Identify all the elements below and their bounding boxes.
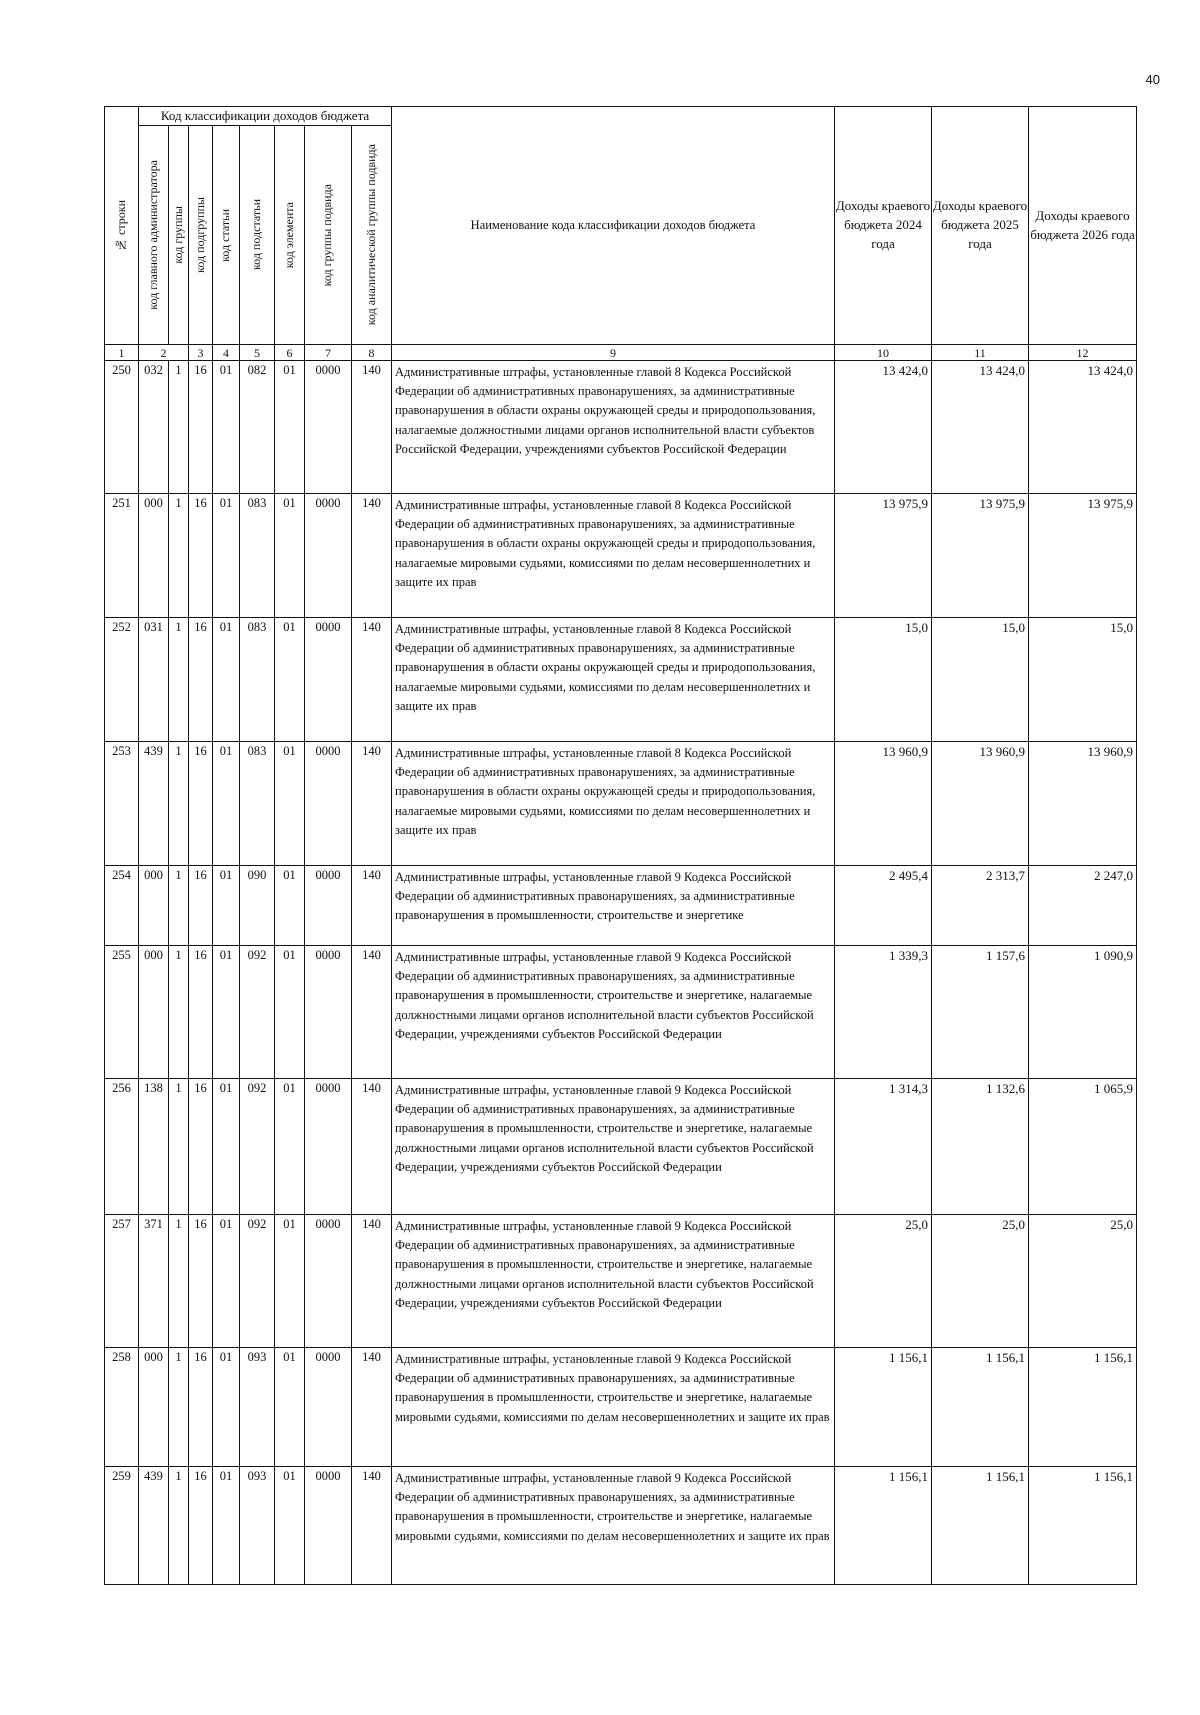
- subtype-group-code-cell: 0000: [305, 494, 352, 618]
- amount-2024-cell: 1 156,1: [835, 1467, 932, 1585]
- subtype-group-code-cell: 0000: [305, 1348, 352, 1467]
- revenue-name-cell: Административные штрафы, установленные главой 8 Кодекса Российской Федерации об административных правонарушениях, за административные правонарушения в области охраны окружающей среды и природопользования, налагаемые мировыми судьями, комиссиями по делам несовершеннолетних и защите их прав: [392, 494, 835, 618]
- group-code-cell: 1: [169, 946, 189, 1079]
- revenue-name-cell: Административные штрафы, установленные главой 8 Кодекса Российской Федерации об административных правонарушениях, за административные правонарушения в области охраны окружающей среды и природопользования, налагаемые мировыми судьями, комиссиями по делам несовершеннолетних и защите их прав: [392, 618, 835, 742]
- group-code-cell: 1: [169, 866, 189, 946]
- column-number: 11: [932, 345, 1029, 361]
- row-number-cell: 254: [105, 866, 139, 946]
- table-row: [105, 494, 1137, 618]
- element-code-cell: 01: [275, 494, 305, 618]
- amount-2026-cell: 1 156,1: [1029, 1467, 1137, 1585]
- subtype-group-code-cell: 0000: [305, 866, 352, 946]
- admin-code-cell: 000: [139, 494, 169, 618]
- subarticle-code-cell: 092: [240, 1215, 275, 1348]
- column-number-row: [105, 345, 1137, 361]
- admin-code-cell: 439: [139, 742, 169, 866]
- subarticle-code-cell: 083: [240, 742, 275, 866]
- subarticle-code-cell: 092: [240, 946, 275, 1079]
- row-number-header: № строки: [105, 107, 139, 345]
- analytic-group-code-cell: 140: [352, 494, 392, 618]
- page-number: 40: [1145, 72, 1160, 87]
- subtype-group-code-cell: 0000: [305, 618, 352, 742]
- revenue-name-cell: Административные штрафы, установленные главой 9 Кодекса Российской Федерации об административных правонарушениях, за административные правонарушения в промышленности, строительстве и энергетике: [392, 866, 835, 946]
- amount-2025-cell: 13 960,9: [932, 742, 1029, 866]
- row-number-cell: 258: [105, 1348, 139, 1467]
- subarticle-code-cell: 093: [240, 1348, 275, 1467]
- amount-2026-cell: 25,0: [1029, 1215, 1137, 1348]
- amount-2024-cell: 13 424,0: [835, 361, 932, 494]
- subtype-group-code-cell: 0000: [305, 1079, 352, 1215]
- element-code-cell: 01: [275, 1467, 305, 1585]
- amount-2026-cell: 13 975,9: [1029, 494, 1137, 618]
- column-number: 8: [352, 345, 392, 361]
- column-number: 3: [189, 345, 213, 361]
- subarticle-code-cell: 083: [240, 494, 275, 618]
- subarticle-code-cell: 093: [240, 1467, 275, 1585]
- subgroup-code-cell: 16: [189, 1467, 213, 1585]
- amount-2026-cell: 1 156,1: [1029, 1348, 1137, 1467]
- column-number: 10: [835, 345, 932, 361]
- table-row: [105, 866, 1137, 946]
- revenue-name-cell: Административные штрафы, установленные главой 9 Кодекса Российской Федерации об административных правонарушениях, за административные правонарушения в промышленности, строительстве и энергетике, налагаемые мировыми судьями, комиссиями по делам несовершеннолетних и защите их прав: [392, 1467, 835, 1585]
- analytic-group-code-cell: 140: [352, 1467, 392, 1585]
- row-number-cell: 259: [105, 1467, 139, 1585]
- subarticle-code-cell: 092: [240, 1079, 275, 1215]
- subtype-group-code-cell: 0000: [305, 946, 352, 1079]
- analytic-group-code-cell: 140: [352, 1079, 392, 1215]
- subgroup-code-cell: 16: [189, 742, 213, 866]
- revenue-name-cell: Административные штрафы, установленные главой 9 Кодекса Российской Федерации об административных правонарушениях, за административные правонарушения в промышленности, строительстве и энергетике, налагаемые должностными лицами органов исполнительной власти субъектов Российской Федерации, учреждениями субъектов Российской Федерации: [392, 1079, 835, 1215]
- subgroup-code-cell: 16: [189, 946, 213, 1079]
- group-code-cell: 1: [169, 361, 189, 494]
- amount-2024-cell: 1 156,1: [835, 1348, 932, 1467]
- subtype-group-code-cell: 0000: [305, 361, 352, 494]
- group-code-cell: 1: [169, 742, 189, 866]
- article-code-cell: 01: [213, 361, 240, 494]
- column-number: 6: [275, 345, 305, 361]
- row-number-cell: 256: [105, 1079, 139, 1215]
- amount-2025-cell: 1 157,6: [932, 946, 1029, 1079]
- element-code-cell: 01: [275, 1348, 305, 1467]
- code-column-header: код главного администратора: [139, 126, 169, 345]
- analytic-group-code-cell: 140: [352, 742, 392, 866]
- group-code-cell: 1: [169, 618, 189, 742]
- subgroup-code-cell: 16: [189, 361, 213, 494]
- amount-2026-cell: 15,0: [1029, 618, 1137, 742]
- code-column-header: код группы: [169, 126, 189, 345]
- article-code-cell: 01: [213, 1215, 240, 1348]
- amount-2025-cell: 2 313,7: [932, 866, 1029, 946]
- element-code-cell: 01: [275, 946, 305, 1079]
- column-number: 9: [392, 345, 835, 361]
- row-number-cell: 257: [105, 1215, 139, 1348]
- table-body: [105, 361, 1137, 1585]
- article-code-cell: 01: [213, 1467, 240, 1585]
- revenue-classification-table: [104, 106, 1137, 1585]
- analytic-group-code-cell: 140: [352, 1348, 392, 1467]
- row-number-cell: 255: [105, 946, 139, 1079]
- admin-code-cell: 439: [139, 1467, 169, 1585]
- table-row: [105, 361, 1137, 494]
- admin-code-cell: 031: [139, 618, 169, 742]
- subarticle-code-cell: 090: [240, 866, 275, 946]
- column-number: 4: [213, 345, 240, 361]
- subgroup-code-cell: 16: [189, 1348, 213, 1467]
- column-number: 5: [240, 345, 275, 361]
- revenue-name-cell: Административные штрафы, установленные главой 8 Кодекса Российской Федерации об административных правонарушениях, за административные правонарушения в области охраны окружающей среды и природопользования, налагаемые мировыми судьями, комиссиями по делам несовершеннолетних и защите их прав: [392, 742, 835, 866]
- admin-code-cell: 371: [139, 1215, 169, 1348]
- subtype-group-code-cell: 0000: [305, 1467, 352, 1585]
- table-row: [105, 1467, 1137, 1585]
- subgroup-code-cell: 16: [189, 618, 213, 742]
- element-code-cell: 01: [275, 1079, 305, 1215]
- amount-2026-cell: 1 090,9: [1029, 946, 1137, 1079]
- amount-2026-cell: 13 424,0: [1029, 361, 1137, 494]
- group-code-cell: 1: [169, 1079, 189, 1215]
- code-column-header: код группы подвида: [305, 126, 352, 345]
- group-code-cell: 1: [169, 1348, 189, 1467]
- element-code-cell: 01: [275, 361, 305, 494]
- amount-2024-cell: 13 960,9: [835, 742, 932, 866]
- amount-2024-header: Доходы краевого бюджета 2024 года: [835, 107, 932, 345]
- element-code-cell: 01: [275, 1215, 305, 1348]
- subarticle-code-cell: 082: [240, 361, 275, 494]
- subtype-group-code-cell: 0000: [305, 1215, 352, 1348]
- table-row: [105, 946, 1137, 1079]
- amount-2024-cell: 2 495,4: [835, 866, 932, 946]
- amount-2026-cell: 2 247,0: [1029, 866, 1137, 946]
- subarticle-code-cell: 083: [240, 618, 275, 742]
- code-column-header: код подстатьи: [240, 126, 275, 345]
- amount-2025-cell: 1 156,1: [932, 1348, 1029, 1467]
- code-column-header: код элемента: [275, 126, 305, 345]
- analytic-group-code-cell: 140: [352, 1215, 392, 1348]
- table-header: [105, 107, 1137, 361]
- admin-code-cell: 000: [139, 946, 169, 1079]
- article-code-cell: 01: [213, 494, 240, 618]
- table-row: [105, 1215, 1137, 1348]
- group-code-cell: 1: [169, 494, 189, 618]
- element-code-cell: 01: [275, 742, 305, 866]
- revenue-name-cell: Административные штрафы, установленные главой 9 Кодекса Российской Федерации об административных правонарушениях, за административные правонарушения в промышленности, строительстве и энергетике, налагаемые должностными лицами органов исполнительной власти субъектов Российской Федерации, учреждениями субъектов Российской Федерации: [392, 946, 835, 1079]
- article-code-cell: 01: [213, 866, 240, 946]
- revenue-name-cell: Административные штрафы, установленные главой 9 Кодекса Российской Федерации об административных правонарушениях, за административные правонарушения в промышленности, строительстве и энергетике, налагаемые мировыми судьями, комиссиями по делам несовершеннолетних и защите их прав: [392, 1348, 835, 1467]
- amount-2025-cell: 13 424,0: [932, 361, 1029, 494]
- classification-group-header: Код классификации доходов бюджета: [139, 107, 392, 126]
- code-column-header: код статьи: [213, 126, 240, 345]
- subgroup-code-cell: 16: [189, 1079, 213, 1215]
- analytic-group-code-cell: 140: [352, 618, 392, 742]
- analytic-group-code-cell: 140: [352, 361, 392, 494]
- row-number-cell: 250: [105, 361, 139, 494]
- row-number-cell: 251: [105, 494, 139, 618]
- amount-2026-header: Доходы краевого бюджета 2026 года: [1029, 107, 1137, 345]
- amount-2025-cell: 1 156,1: [932, 1467, 1029, 1585]
- subgroup-code-cell: 16: [189, 1215, 213, 1348]
- amount-2026-cell: 1 065,9: [1029, 1079, 1137, 1215]
- article-code-cell: 01: [213, 742, 240, 866]
- subtype-group-code-cell: 0000: [305, 742, 352, 866]
- table-row: [105, 742, 1137, 866]
- table-row: [105, 1079, 1137, 1215]
- amount-2024-cell: 25,0: [835, 1215, 932, 1348]
- column-number: 2: [139, 345, 189, 361]
- amount-2025-cell: 15,0: [932, 618, 1029, 742]
- code-column-header: код подгруппы: [189, 126, 213, 345]
- amount-2024-cell: 15,0: [835, 618, 932, 742]
- row-number-cell: 252: [105, 618, 139, 742]
- table-row: [105, 618, 1137, 742]
- admin-code-cell: 000: [139, 1348, 169, 1467]
- element-code-cell: 01: [275, 866, 305, 946]
- column-number: 7: [305, 345, 352, 361]
- admin-code-cell: 032: [139, 361, 169, 494]
- column-number: 1: [105, 345, 139, 361]
- amount-2025-cell: 13 975,9: [932, 494, 1029, 618]
- name-column-header: Наименование кода классификации доходов бюджета: [392, 107, 835, 345]
- amount-2026-cell: 13 960,9: [1029, 742, 1137, 866]
- subgroup-code-cell: 16: [189, 494, 213, 618]
- article-code-cell: 01: [213, 618, 240, 742]
- article-code-cell: 01: [213, 1079, 240, 1215]
- subgroup-code-cell: 16: [189, 866, 213, 946]
- group-code-cell: 1: [169, 1215, 189, 1348]
- admin-code-cell: 000: [139, 866, 169, 946]
- code-column-header: код аналитической группы подвида: [352, 126, 392, 345]
- amount-2024-cell: 1 314,3: [835, 1079, 932, 1215]
- admin-code-cell: 138: [139, 1079, 169, 1215]
- amount-2024-cell: 13 975,9: [835, 494, 932, 618]
- article-code-cell: 01: [213, 946, 240, 1079]
- amount-2025-cell: 25,0: [932, 1215, 1029, 1348]
- group-code-cell: 1: [169, 1467, 189, 1585]
- element-code-cell: 01: [275, 618, 305, 742]
- row-number-cell: 253: [105, 742, 139, 866]
- revenue-name-cell: Административные штрафы, установленные главой 8 Кодекса Российской Федерации об административных правонарушениях, за административные правонарушения в области охраны окружающей среды и природопользования, налагаемые должностными лицами органов исполнительной власти субъектов Российской Федерации, учреждениями субъектов Российской Федерации: [392, 361, 835, 494]
- analytic-group-code-cell: 140: [352, 946, 392, 1079]
- amount-2024-cell: 1 339,3: [835, 946, 932, 1079]
- amount-2025-cell: 1 132,6: [932, 1079, 1029, 1215]
- analytic-group-code-cell: 140: [352, 866, 392, 946]
- column-number: 12: [1029, 345, 1137, 361]
- amount-2025-header: Доходы краевого бюджета 2025 года: [932, 107, 1029, 345]
- article-code-cell: 01: [213, 1348, 240, 1467]
- revenue-name-cell: Административные штрафы, установленные главой 9 Кодекса Российской Федерации об административных правонарушениях, за административные правонарушения в промышленности, строительстве и энергетике, налагаемые должностными лицами органов исполнительной власти субъектов Российской Федерации, учреждениями субъектов Российской Федерации: [392, 1215, 835, 1348]
- table-row: [105, 1348, 1137, 1467]
